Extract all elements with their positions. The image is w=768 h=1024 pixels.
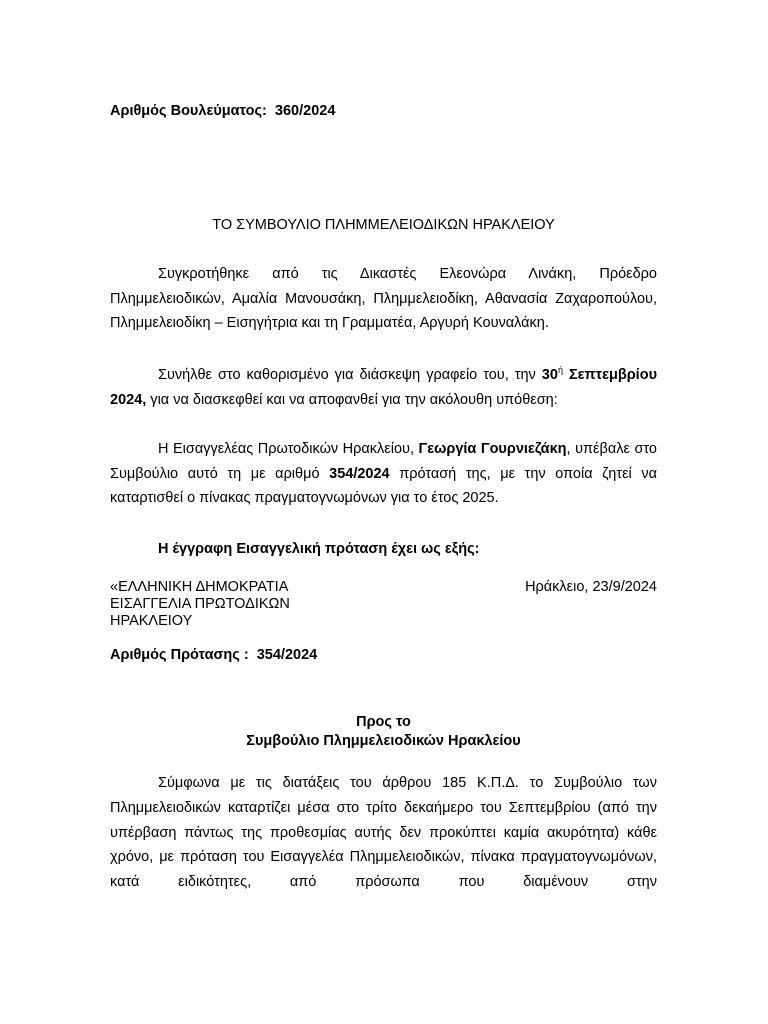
proposal-number-label: Αριθμός Πρότασης : bbox=[110, 647, 249, 663]
decision-number: 360/2024 bbox=[274, 103, 336, 119]
prosecutor-proposal-no: 354/2024 bbox=[329, 465, 390, 482]
prosecutor-paragraph bbox=[110, 437, 657, 511]
recipient-line-2: Συμβούλιο Πλημμελειοδικών Ηρακλείου bbox=[246, 733, 521, 749]
recipient-block bbox=[110, 713, 657, 751]
session-day-sup: ή bbox=[557, 365, 563, 375]
body-paragraph: Σύμφωνα με τις διατάξεις του άρθρου 185 Κ.Π.Δ. το Συμβούλιο των Πλημμελειοδικών καταρτίζει μέσα στο τρίτο δεκαήμερο του Σεπτεμβρίου (από την υπέρβαση πάντως της προθεσμίας αυτής δεν προκύπτει καμία ακυρότητα) κάθε χρόνο, με πρόταση του Εισαγγελέα Πλημμελειοδικών, πίνακα πραγματογνωμόνων, κατά ειδικότητες, από πρόσωπα που διαμένουν στην bbox=[110, 775, 657, 891]
session-paragraph bbox=[110, 363, 657, 412]
letterhead-line-2: ΕΙΣΑΓΓΕΛΙΑ ΠΡΩΤΟΔΙΚΩΝ bbox=[110, 596, 290, 612]
council-title: ΤΟ ΣΥΜΒΟΥΛΙΟ ΠΛΗΜΜΕΛΕΙΟΔΙΚΩΝ ΗΡΑΚΛΕΙΟΥ bbox=[212, 217, 555, 233]
proposal-number-line bbox=[110, 647, 317, 663]
letterhead-line-1: «ΕΛΛΗΝΙΚΗ ΔΗΜΟΚΡΑΤΙΑ bbox=[110, 579, 289, 595]
prosecutor-name: Γεωργία Γουρνιεζάκη bbox=[418, 441, 567, 457]
proposal-heading: Η έγγραφη Εισαγγελική πρόταση έχει ως εξής: bbox=[158, 541, 480, 557]
prosecutor-text-after: πρότασή της, με την οποία ζητεί να καταρτισθεί ο πίνακας πραγματογνωμόνων για το έτος 2025. bbox=[110, 465, 657, 506]
letterhead bbox=[110, 579, 290, 630]
session-text-before: Συνήλθε στο καθορισμένο για διάσκεψη γραφείο του, την bbox=[158, 367, 536, 383]
letterhead-line-3: ΗΡΑΚΛΕΙΟΥ bbox=[110, 613, 193, 629]
prosecutor-text-before: Η Εισαγγελέας Πρωτοδικών Ηρακλείου, bbox=[158, 441, 414, 457]
session-day: 30 bbox=[541, 367, 558, 383]
composition-paragraph: Συγκροτήθηκε από τις Δικαστές Ελεονώρα Λινάκη, Πρόεδρο Πλημμελειοδικών, Αμαλία Μανουσάκη, Πλημμελειοδίκη, Αθανασία Ζαχαροπούλου, Πλημμελειοδίκη – Εισηγήτρια και τη Γραμματέα, Αργυρή Κουναλάκη. bbox=[110, 266, 657, 331]
prosecutor-text-mid: , υπέβαλε στο Συμβούλιο αυτό τη με αριθμό bbox=[110, 441, 657, 482]
session-date: Σεπτεμβρίου 2024, bbox=[110, 367, 658, 408]
recipient-line-1: Προς το bbox=[356, 714, 411, 730]
decision-number-line bbox=[110, 103, 335, 119]
decision-label: Αριθμός Βουλεύματος: bbox=[110, 103, 267, 119]
session-text-after: για να διασκεφθεί και να αποφανθεί για την ακόλουθη υπόθεση: bbox=[150, 391, 558, 408]
proposal-number-value: 354/2024 bbox=[256, 647, 318, 663]
place-date: Ηράκλειο, 23/9/2024 bbox=[525, 579, 657, 595]
